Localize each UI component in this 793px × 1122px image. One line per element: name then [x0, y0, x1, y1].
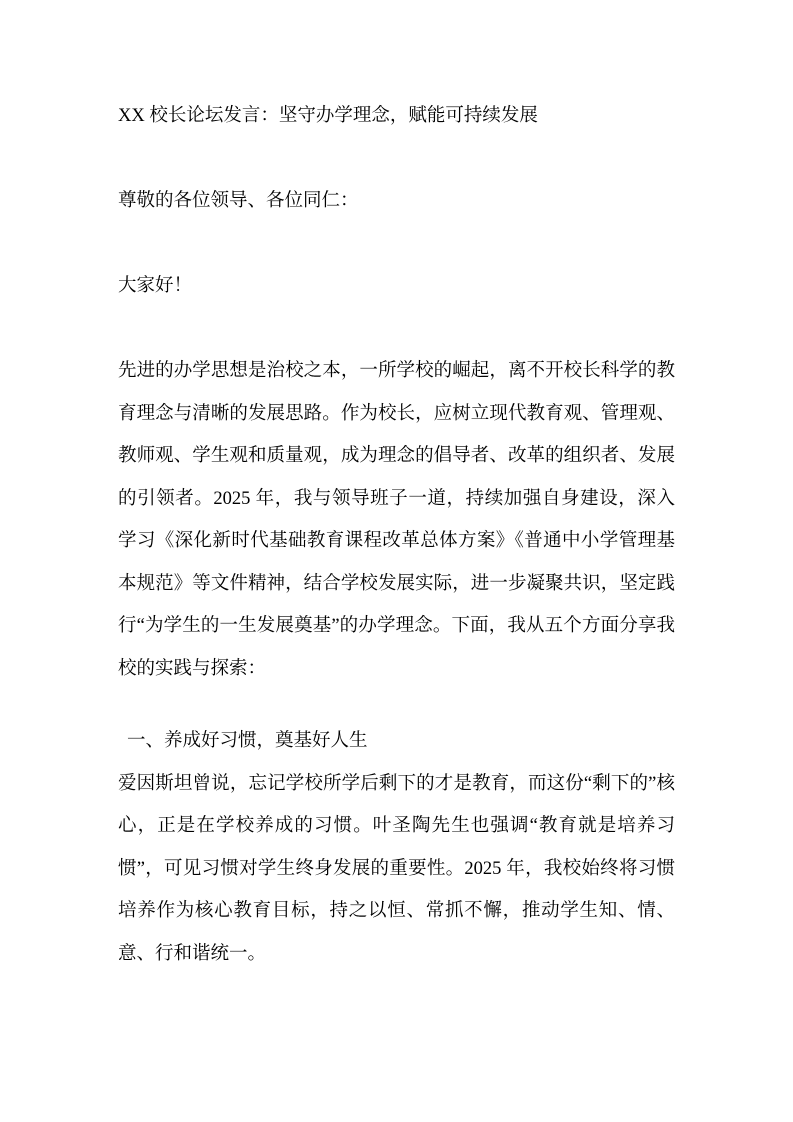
- greeting-line: 大家好！: [118, 276, 193, 296]
- intro-paragraph: 先进的办学思想是治校之本，一所学校的崛起，离不开校长科学的教育理念与清晰的发展思路。作为校长，应树立现代教育观、管理观、教师观、学生观和质量观，成为理念的倡导者、改革的组织者、发展的引领者。2025 年，我与领导班子一道，持续加强自身建设，深入学习《深化新时代基础教育课程改革总体方案》《普通中小学管理基本规范》等文件精神，结合学校发展实际，进一步凝聚共识，坚定践行“为学生的一生发展奠基”的办学理念。下面，我从五个方面分享我校的实践与探索：: [118, 361, 675, 679]
- document-title: XX 校长论坛发言：坚守办学理念，赋能可持续发展: [118, 106, 538, 126]
- section-1-body: 爱因斯坦曾说，忘记学校所学后剩下的才是教育，而这份“剩下的”核心，正是在学校养成的习惯。叶圣陶先生也强调“教育就是培养习惯”，可见习惯对学生终身发展的重要性。2025 年，我校始终将习惯培养作为核心教育目标，持之以恒、常抓不懈，推动学生知、情、意、行和谐统一。: [118, 773, 675, 964]
- salutation-line: 尊敬的各位领导、各位同仁：: [118, 191, 359, 211]
- section-1-heading: 一、养成好习惯，奠基好人生: [127, 731, 368, 751]
